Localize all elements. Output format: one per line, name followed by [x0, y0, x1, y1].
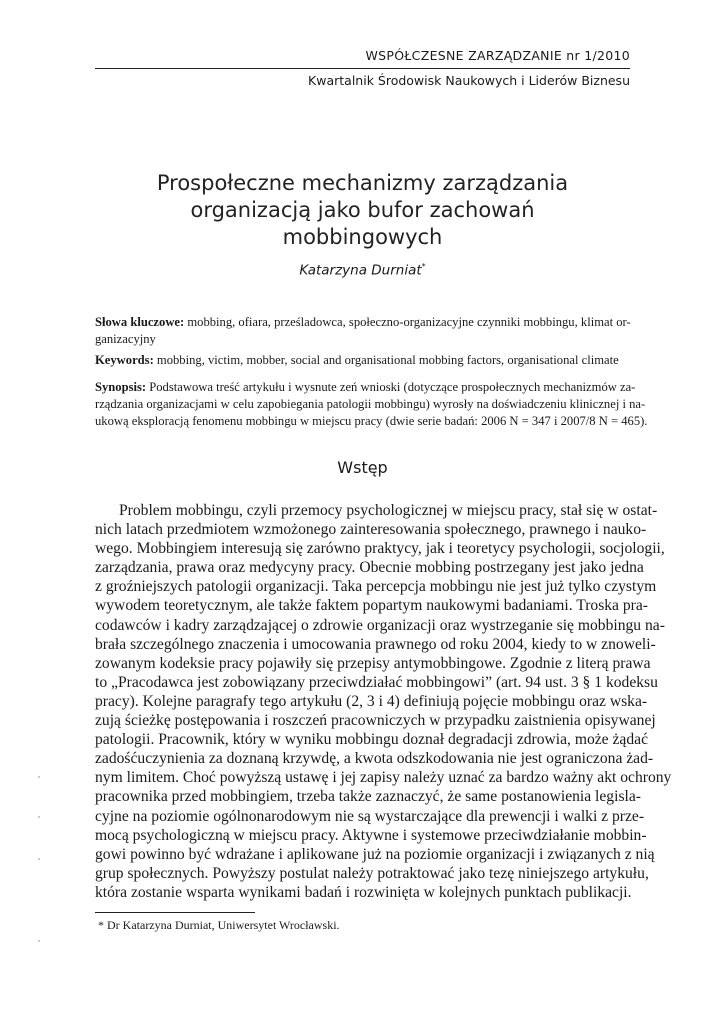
footnote: * Dr Katarzyna Durniat, Uniwersytet Wrocławski.	[98, 918, 340, 932]
keywords-en-text: mobbing, victim, mobber, social and organisational mobbing factors, organisational climate	[153, 353, 619, 367]
paragraph-line: wywodem teoretycznym, ale także faktem popartym naukowymi badaniami. Troska pra-	[95, 597, 648, 615]
keywords-english	[95, 352, 630, 369]
keywords-en-label: Keywords:	[95, 353, 154, 367]
paragraph-line: zowanym kodeksie pracy pojawiły się przepisy antymobbingowe. Zgodnie z literą prawa	[95, 654, 651, 672]
title-line: mobbingowych	[282, 225, 443, 249]
paragraph-line: gowi powinno być wdrażane i aplikowane już na poziomie organizacji i związanych z nią	[95, 845, 655, 863]
paragraph-line: zują ścieżkę postępowania i roszczeń pracowniczych w przypadku zaistnienia opisywanej	[95, 712, 656, 730]
paragraph-line: mocą psychologiczną w miejscu pracy. Aktywne i systemowe przeciwdziałanie mobbin-	[95, 826, 647, 844]
author-footnote-mark: *	[421, 262, 426, 271]
keywords-pl-label: Słowa kluczowe:	[95, 315, 185, 329]
paragraph-line: pracy). Kolejne paragrafy tego artykułu (2, 3 i 4) definiują pojęcie mobbingu oraz wska-	[95, 692, 648, 710]
paragraph-line: zarządzania, prawa oraz medycyny pracy. Obecnie mobbing postrzegany jest jako jedna	[95, 559, 644, 577]
synopsis-label: Synopsis:	[95, 380, 147, 394]
title-line: organizacją jako bufor zachowań	[190, 198, 535, 222]
footnote-rule	[95, 912, 255, 913]
synopsis-text: Podstawowa treść artykułu i wysnute zeń wnioski (dotyczące prospołecznych mechanizmów za-	[146, 380, 636, 394]
body-paragraph	[95, 501, 672, 902]
keywords-pl-text: ganizacyjny	[95, 332, 156, 346]
keywords-pl-text: mobbing, ofiara, prześladowca, społeczno-organizacyjne czynniki mobbingu, klimat or-	[184, 315, 631, 329]
paragraph-line: nich latach przedmiotem wzmożonego zainteresowania społecznego, prawnego i nauko-	[95, 521, 647, 539]
paragraph-line: brała szczególnego znaczenia i umocowania prawnego od roku 2004, kiedy to w znoweli-	[95, 635, 656, 653]
journal-subtitle: Kwartalnik Środowisk Naukowych i Liderów Biznesu	[308, 73, 630, 88]
header-rule	[95, 68, 630, 69]
paragraph-line: pracownika przed mobbingiem, trzeba także zaznaczyć, że same postanowienia legisla-	[95, 788, 641, 806]
paragraph-line: to „Pracodawca jest zobowiązany przeciwdziałać mobbingowi” (art. 94 ust. 3 § 1 kodeksu	[95, 673, 658, 691]
title-line: Prospołeczne mechanizmy zarządzania	[156, 171, 569, 195]
paragraph-line: wego. Mobbingiem interesują się zarówno praktycy, jak i teoretycy psychologii, socjologii,	[95, 540, 665, 558]
paragraph-line: patologii. Pracownik, który w wyniku mobbingu doznał degradacji zdrowia, może żądać	[95, 731, 648, 749]
paragraph-line: zadośćuczynienia za doznaną krzywdę, a kwota odszkodowania nie jest ograniczona żad-	[95, 750, 654, 768]
keywords-polish	[95, 314, 630, 348]
paragraph-line: cyjne na poziomie ogólnonarodowym nie są wystarczające dla prewencji i walki z prze-	[95, 807, 645, 825]
paragraph-line: z groźniejszych patologii organizacji. Taka percepcja mobbingu nie jest już tylko czystym	[95, 578, 657, 596]
margin-mark	[38, 816, 40, 818]
author-name: Katarzyna Durniat	[299, 262, 422, 279]
article-title	[95, 170, 630, 251]
margin-mark	[38, 940, 40, 942]
article-author	[95, 262, 630, 279]
synopsis-text: rządzania organizacjami w celu zapobiegania patologii mobbingu) wyrosły na doświadczeniu klinicznej i na-	[95, 397, 646, 411]
journal-title: WSPÓŁCZESNE ZARZĄDZANIE nr 1/2010	[365, 48, 630, 63]
paragraph-line: grup społecznych. Powyższy postulat należy potraktować jako tezę niniejszego artykułu,	[95, 864, 649, 882]
paragraph-line: nym limitem. Choć powyższą ustawę i jej zapisy należy uznać za bardzo ważny akt ochrony	[95, 769, 672, 787]
paragraph-line: która zostanie wsparta wynikami badań i rozwinięta w kolejnych punktach publikacji.	[95, 883, 632, 901]
paragraph-line: codawców i kadry zarządzającej o zdrowie organizacji oraz wystrzeganie się mobbingu na-	[95, 616, 665, 634]
margin-mark	[38, 858, 40, 860]
synopsis-text: ukową eksploracją fenomenu mobbingu w miejscu pracy (dwie serie badań: 2006 N = 347 i 2007/8 N = 465).	[95, 414, 648, 428]
synopsis	[95, 379, 648, 430]
margin-mark	[38, 776, 40, 778]
paragraph-line: Problem mobbingu, czyli przemocy psychologicznej w miejscu pracy, stał się w ostat-	[119, 502, 658, 519]
section-heading: Wstęp	[337, 458, 388, 477]
